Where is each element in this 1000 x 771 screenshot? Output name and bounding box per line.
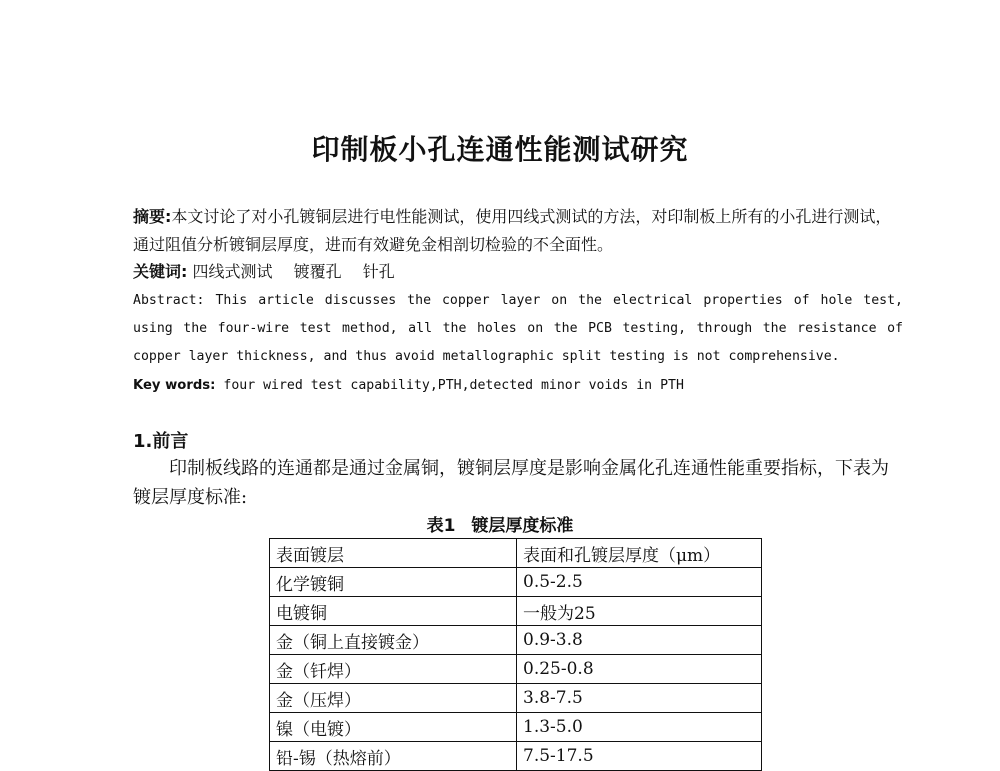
keywords-cn [133,258,903,286]
table-header-cell: 表面镀层 [270,539,517,568]
table-cell: 金（铜上直接镀金） [270,626,517,655]
table-row [270,597,762,626]
table-caption [0,511,1000,536]
table-cell: 金（钎焊） [270,655,517,684]
paper-title: 印制板小孔连通性能测试研究 [311,133,689,166]
table-header-cell: 表面和孔镀层厚度（μm） [517,539,762,568]
table-row [270,655,762,684]
keywords-en-label: Key words: [133,378,216,393]
table-cell: 化学镀铜 [270,568,517,597]
table-cell: 0.25-0.8 [517,655,762,684]
thickness-table [269,538,762,771]
table-cell: 电镀铜 [270,597,517,626]
keyword-cn-item: 四线式测试 [192,262,273,281]
keywords-cn-label: 关键词: [133,262,188,281]
abstract-cn [133,203,903,259]
table-row [270,568,762,597]
table-cell: 镍（电镀） [270,713,517,742]
table-cell: 7.5-17.5 [517,742,762,771]
abstract-en-text: This article discusses the copper layer on the electrical properties of hole test, using the four-wire test method, all the holes on the PCB testing, through the resistance of copper layer thickness, and thus avoid metallographic split testing is not comprehensive. [133,293,903,364]
table-cell: 0.9-3.8 [517,626,762,655]
table-cell: 0.5-2.5 [517,568,762,597]
table-cell: 金（压焊） [270,684,517,713]
table-number: 表1 [426,516,456,536]
table-row [270,684,762,713]
table-row [270,713,762,742]
table-header-row [270,539,762,568]
abstract-cn-label: 摘要: [133,207,172,226]
abstract-cn-text: 本文讨论了对小孔镀铜层进行电性能测试，使用四线式测试的方法，对印制板上所有的小孔进行测试，通过阻值分析镀铜层厚度，进而有效避免金相剖切检验的不全面性。 [133,207,892,254]
table-row [270,626,762,655]
keyword-cn-item: 针孔 [362,262,395,281]
table-cell: 3.8-7.5 [517,684,762,713]
table-cell: 一般为25 [517,597,762,626]
keyword-cn-item: 镀覆孔 [293,262,342,281]
section-title: 1.前言 [133,431,189,452]
keywords-en [133,372,903,400]
table-cell: 1.3-5.0 [517,713,762,742]
table-row [270,742,762,771]
keywords-en-text: four wired test capability,PTH,detected minor voids in PTH [223,378,684,393]
intro-paragraph [133,454,903,512]
abstract-en [133,287,903,371]
abstract-en-label: Abstract: [133,293,205,308]
intro-paragraph-text: 印制板线路的连通都是通过金属铜，镀铜层厚度是影响金属化孔连通性能重要指标，下表为镀层厚度标准: [133,458,889,508]
table-cell: 铅-锡（热熔前） [270,742,517,771]
table-caption-text: 镀层厚度标准 [471,516,574,536]
